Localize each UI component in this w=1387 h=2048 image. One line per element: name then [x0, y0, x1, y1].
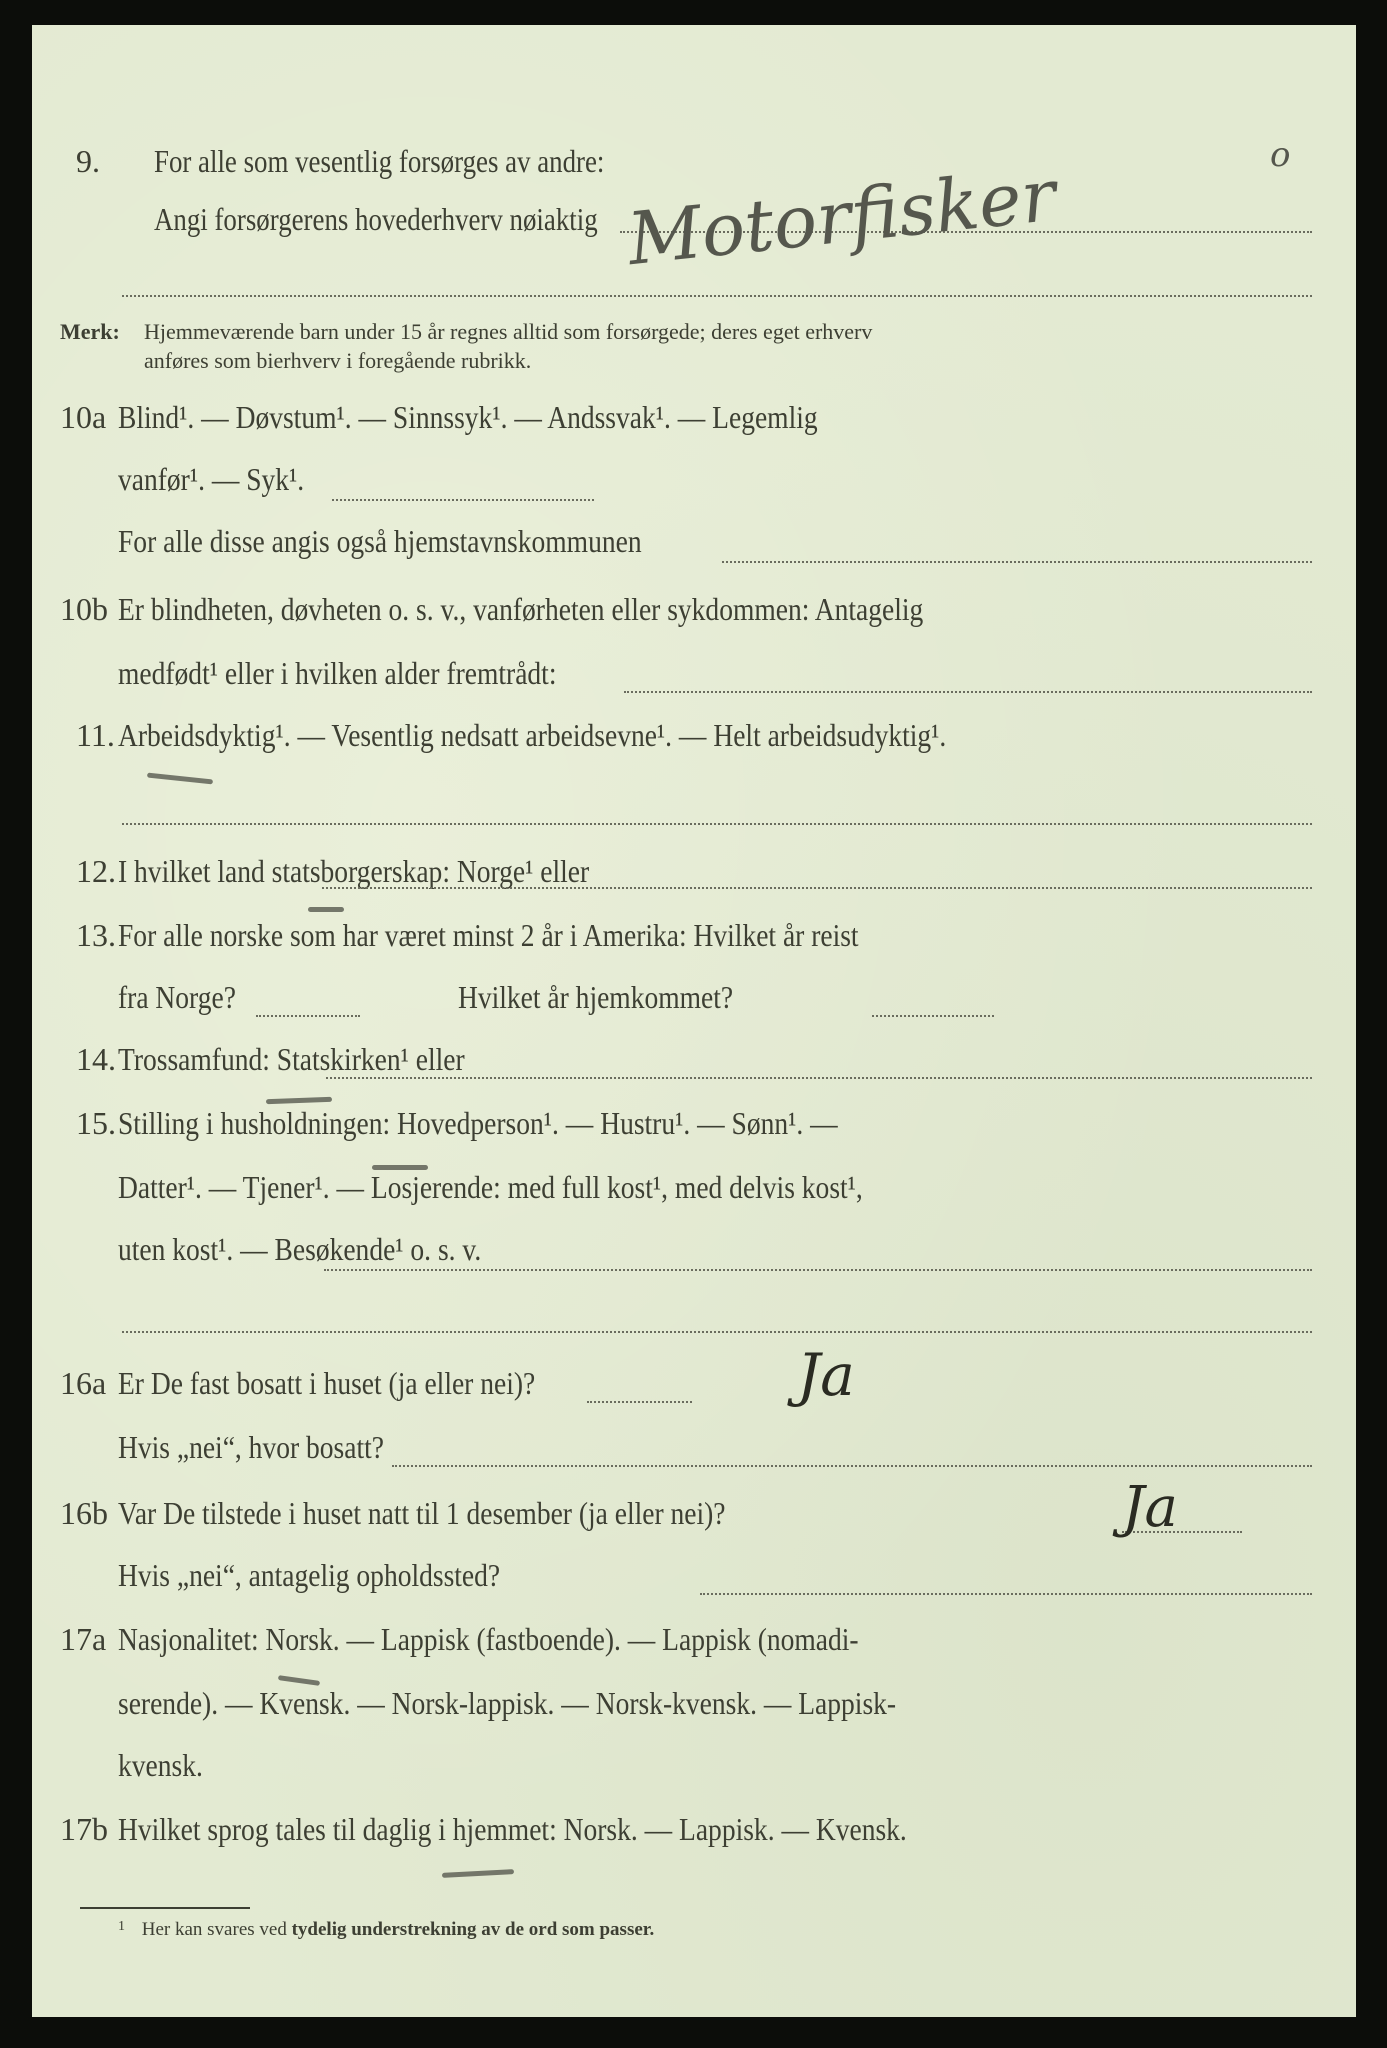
- q10a-hjemstavn-line[interactable]: [722, 561, 1312, 563]
- q16a-answer-line[interactable]: [587, 1401, 692, 1403]
- footnote-rule: [80, 1907, 250, 1909]
- q13-text-1: For alle norske som har været minst 2 år i Amerika: Hvilket år reist: [118, 917, 859, 953]
- q17a-text-1: Nasjonalitet: Norsk. — Lappisk (fastboende). — Lappisk (nomadi-: [118, 1621, 859, 1657]
- footnote-marker: 1: [118, 1919, 125, 1934]
- q15-number: 15.: [76, 1105, 116, 1141]
- q14-underline-statskirken: [266, 1097, 332, 1104]
- q10b-number: 10b: [60, 591, 108, 627]
- q17b-text-1: Hvilket sprog tales til daglig i hjemmet: Norsk. — Lappisk. — Kvensk.: [118, 1811, 907, 1847]
- q16b-text-2: Hvis „nei“, antagelig opholdssted?: [118, 1557, 501, 1593]
- q16a-text-1: Er De fast bosatt i huset (ja eller nei)?: [118, 1365, 536, 1401]
- q14-answer-line[interactable]: [326, 1077, 1312, 1079]
- q11-answer-line[interactable]: [122, 823, 1312, 825]
- q12-number: 12.: [76, 853, 116, 889]
- q16a-number: 16a: [60, 1365, 107, 1401]
- merk-text-2: anføres som bierhverv i foregående rubrikk.: [144, 348, 532, 373]
- q11-underline-arbeidsdyktig: [147, 773, 213, 785]
- q9-answer-line-2[interactable]: [122, 295, 1312, 297]
- q10a-text-1: Blind¹. — Døvstum¹. — Sinnssyk¹. — Andssvak¹. — Legemlig: [118, 399, 818, 435]
- q10a-text-2: vanfør¹. — Syk¹.: [118, 461, 305, 497]
- q15-answer-line-2[interactable]: [122, 1331, 1312, 1333]
- q16b-text-1: Var De tilstede i huset natt til 1 desember (ja eller nei)?: [118, 1495, 726, 1531]
- q17b-underline-norsk: [442, 1869, 514, 1878]
- q10a-number: 10a: [60, 399, 107, 435]
- q14-text-1: Trossamfund: Statskirken¹ eller: [118, 1041, 465, 1077]
- q17a-text-3: kvensk.: [118, 1747, 203, 1783]
- q10a-answer-line[interactable]: [332, 499, 594, 501]
- q16b-handwritten-answer: Ja: [1122, 1475, 1178, 1540]
- q9-text-1: For alle som vesentlig forsørges av andre:: [154, 143, 605, 179]
- q11-text-1: Arbeidsdyktig¹. — Vesentlig nedsatt arbeidsevne¹. — Helt arbeidsudyktig¹.: [118, 717, 947, 753]
- q10b-answer-line[interactable]: [624, 691, 1312, 693]
- q13-text-2a: fra Norge?: [118, 979, 236, 1015]
- q17a-text-2: serende). — Kvensk. — Norsk-lappisk. — Norsk-kvensk. — Lappisk-: [118, 1685, 897, 1721]
- handwritten-mark: o: [1270, 135, 1291, 175]
- q13-hjemkommet-answer-line[interactable]: [872, 1015, 994, 1017]
- footnote: [118, 1919, 654, 1941]
- q16a-bosatt-answer-line[interactable]: [392, 1465, 1312, 1467]
- q12-text-1: I hvilket land statsborgerskap: Norge¹ eller: [118, 853, 590, 889]
- q12-answer-line[interactable]: [322, 887, 1312, 889]
- q16b-number: 16b: [60, 1495, 108, 1531]
- q14-number: 14.: [76, 1041, 116, 1077]
- q15-text-1: Stilling i husholdningen: Hovedperson¹. — Hustru¹. — Sønn¹. —: [118, 1105, 838, 1141]
- q9-handwritten-answer: Motorfisker: [623, 152, 1060, 282]
- census-form-page: [32, 25, 1356, 2017]
- q9-text-2: Angi forsørgerens hovederhverv nøiaktig: [154, 201, 598, 237]
- q15-text-3: uten kost¹. — Besøkende¹ o. s. v.: [118, 1231, 482, 1267]
- q13-number: 13.: [76, 917, 116, 953]
- q17a-number: 17a: [60, 1621, 107, 1657]
- q16a-handwritten-answer: Ja: [797, 1341, 855, 1409]
- q10b-text-1: Er blindheten, døvheten o. s. v., vanførheten eller sykdommen: Antagelig: [118, 591, 924, 627]
- footnote-text-bold: tydelig understrekning av de ord som passer.: [291, 1919, 655, 1940]
- footnote-text: Her kan svares ved: [141, 1919, 292, 1940]
- q17b-number: 17b: [60, 1811, 108, 1847]
- q11-number: 11.: [76, 717, 115, 753]
- q10b-text-2: medfødt¹ eller i hvilken alder fremtrådt:: [118, 655, 557, 691]
- q13-text-2b: Hvilket år hjemkommet?: [458, 979, 734, 1015]
- merk-label: Merk:: [60, 319, 120, 344]
- q15-text-2: Datter¹. — Tjener¹. — Losjerende: med full kost¹, med delvis kost¹,: [118, 1169, 863, 1205]
- q12-underline-norge: [308, 907, 344, 912]
- q13-reist-answer-line[interactable]: [256, 1015, 360, 1017]
- merk-text-1: Hjemmeværende barn under 15 år regnes alltid som forsørgede; deres eget erhverv: [144, 319, 873, 344]
- q16b-opholdssted-answer-line[interactable]: [700, 1593, 1312, 1595]
- q9-number: 9.: [76, 143, 100, 179]
- q10a-text-3: For alle disse angis også hjemstavnskommunen: [118, 523, 642, 559]
- q15-answer-line[interactable]: [324, 1269, 1312, 1271]
- q16a-text-2: Hvis „nei“, hvor bosatt?: [118, 1429, 384, 1465]
